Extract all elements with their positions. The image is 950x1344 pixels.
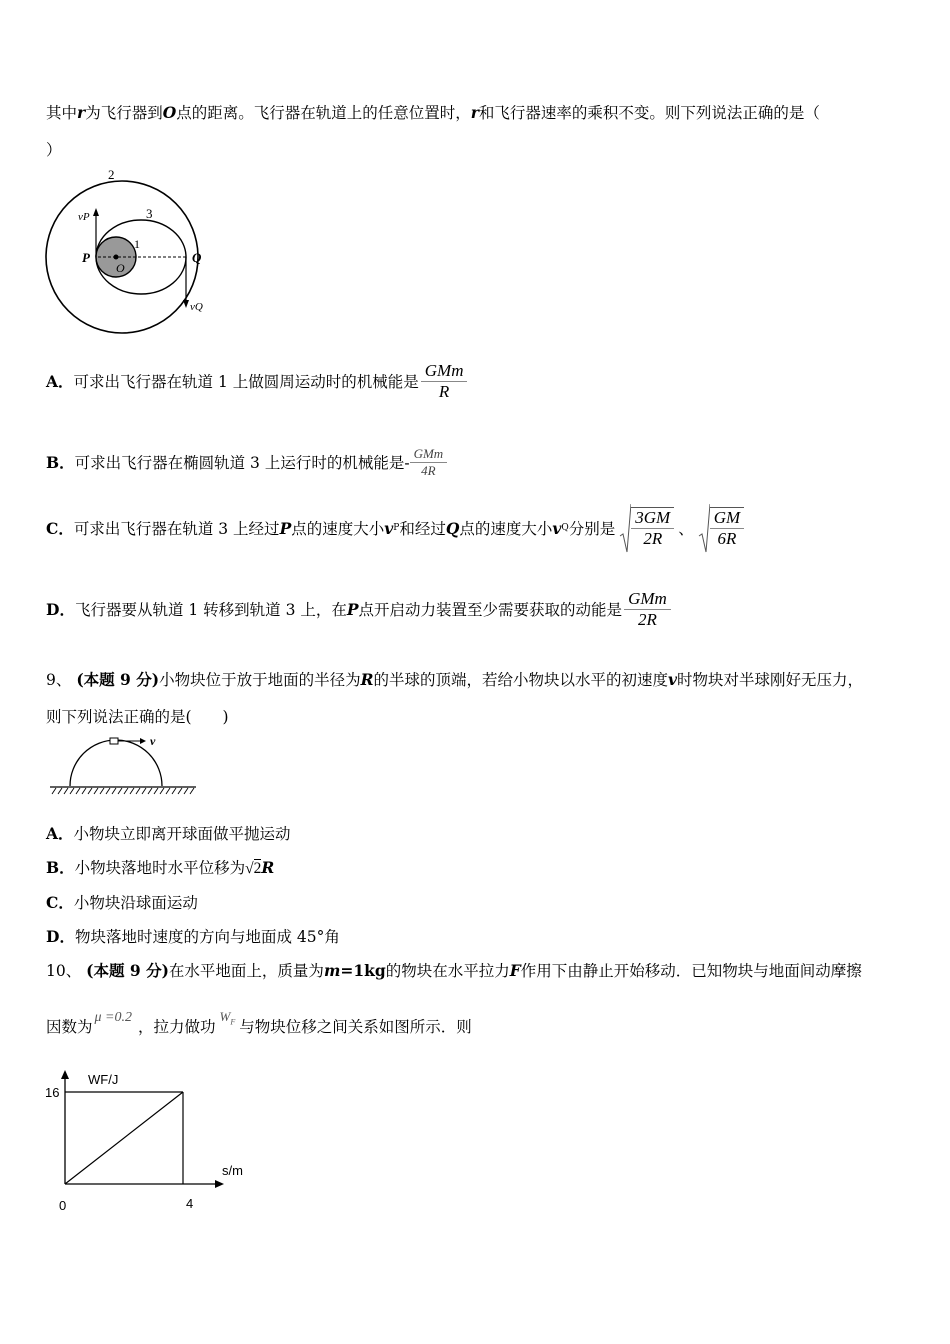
q10-stem-line-1: 10、 (本题 9 分)在水平地面上，质量为m=1kg的物块在水平拉力F作用下由静止开始移动．已知物块与地面间动摩擦: [46, 961, 862, 980]
x-tick-label-4: 4: [186, 1196, 194, 1211]
x-axis-label: s/m: [222, 1163, 243, 1178]
label-vp: vP: [78, 211, 90, 223]
x-axis-arrow: [215, 1180, 224, 1188]
small-block: [110, 738, 118, 744]
hemisphere: [70, 740, 162, 786]
velocity-label: v: [150, 734, 156, 748]
ground-hatch: [52, 788, 194, 794]
hemisphere-figure: [46, 732, 206, 796]
q9-option-d: D．物块落地时速度的方向与地面成 45°角: [46, 927, 340, 946]
q8-option-b: B． 可求出飞行器在椭圆轨道 3 上运行时的机械能是- $\frac{\text{GMm}}{4R}$: [46, 440, 447, 484]
q8-option-d: D． 飞行器要从轨道 1 转移到轨道 3 上，在 P 点开启动力装置至少需要获取的动能是 $\frac{\text{GMm}}{2R}$: [46, 584, 671, 634]
label-O: O: [116, 261, 125, 275]
y-axis-arrow: [61, 1070, 69, 1079]
label-1: 1: [134, 237, 140, 251]
y-tick-label: 16: [45, 1085, 60, 1100]
label-3: 3: [146, 206, 153, 221]
x-tick-label-0: 0: [59, 1198, 67, 1213]
intro-line-2: ）: [46, 141, 62, 159]
center-point: [114, 255, 119, 260]
wf-series-line: [65, 1092, 183, 1184]
wf-chart: [40, 1064, 270, 1224]
q9-option-b: B．小物块落地时水平位移为√2R: [46, 858, 275, 877]
intro-line-1: 其中r为飞行器到O点的距离。飞行器在轨道上的任意位置时，r和飞行器速率的乘积不变。则下列说法正确的是（: [46, 103, 820, 122]
q9-stem-line-1: 9、 (本题 9 分)小物块位于放于地面的半径为R的半球的顶端，若给小物块以水平的初速度v时物块对半球刚好无压力，: [46, 670, 864, 689]
q8-option-c: C． 可求出飞行器在轨道 3 上经过 P 点的速度大小 v P 和经过 Q 点的速度大小 v Q 分别是 $\frac{3GM}{2R}$ 、 $\frac{GM}{6R}$: [46, 500, 744, 556]
q10-stem-line-2: 因数为 μ =0.2 ，拉力做功 $W_F$ 与物块位移之间关系如图所示．则: [46, 1009, 472, 1036]
q9-option-a: A．小物块立即离开球面做平抛运动: [46, 824, 291, 843]
q8-option-a: A． 可求出飞行器在轨道 1 上做圆周运动时的机械能是 $\frac{\text{GMm}}{R}$: [46, 356, 467, 406]
label-Q: Q: [192, 250, 202, 265]
orbit-figure: [40, 164, 225, 334]
label-vq: vQ: [190, 301, 203, 313]
y-axis-label: WF/J: [88, 1072, 119, 1087]
label-2: 2: [108, 167, 115, 182]
q9-option-c: C．小物块沿球面运动: [46, 893, 198, 912]
label-P: P: [82, 250, 90, 265]
q9-stem-line-2: 则下列说法正确的是( ): [46, 708, 229, 726]
